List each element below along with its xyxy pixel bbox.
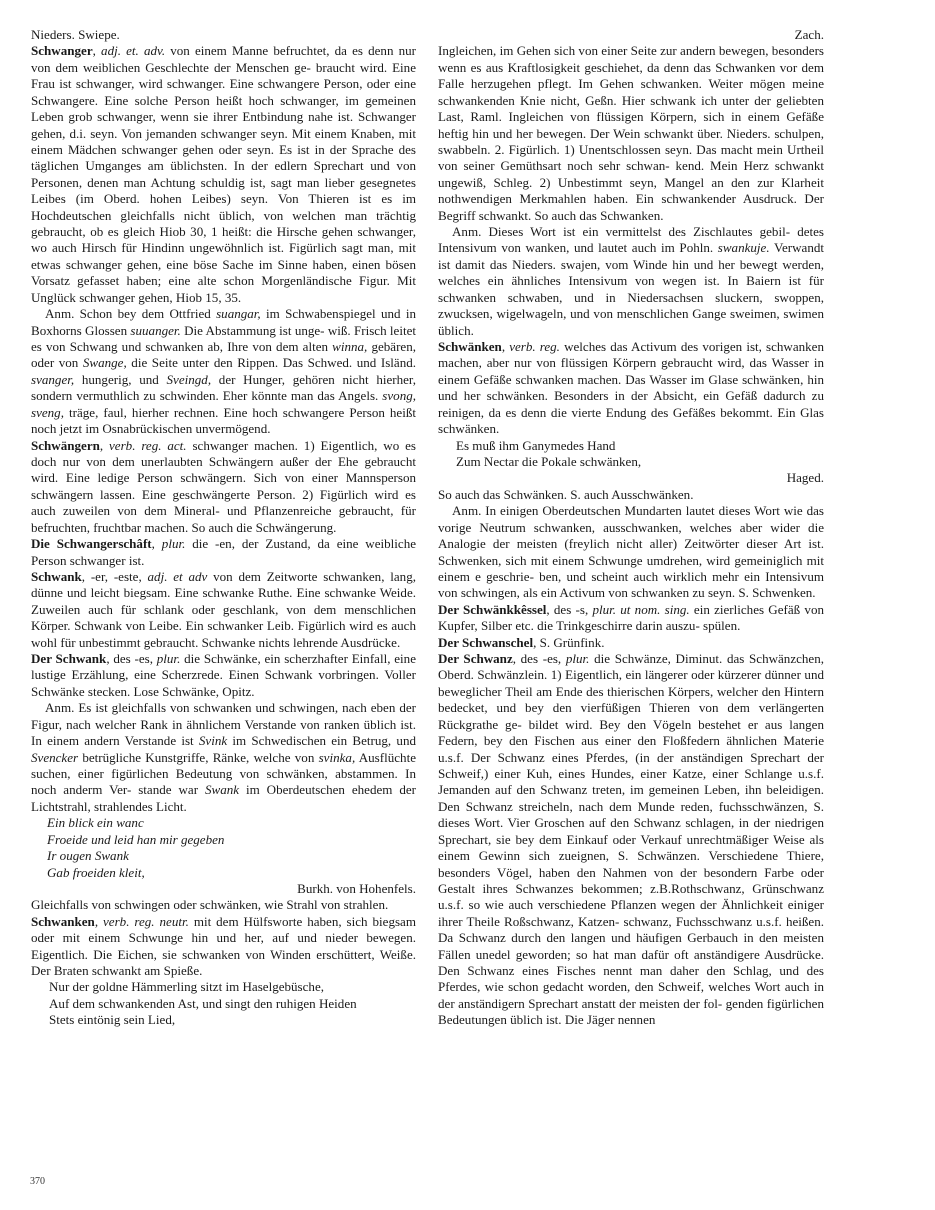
entry-text: , des -es,: [512, 651, 566, 667]
entry-paragraph: [438, 487, 824, 503]
verse-line: Gab froeiden kleit,: [47, 864, 145, 880]
grammar-note: Sveingd,: [166, 371, 212, 387]
grammar-note: plur. ut nom. sing.: [592, 601, 690, 617]
entry-text: schwanger machen. 1) Eigentlich, wo es doch nur von dem unerlaubten Schwängern außer der Ehe gebraucht wird. Eine ledige Person schwängern. Sich von einer Mannsperson schwängern lassen. Eine geschwängerte Person. 2) Figürlich wird es auch zuweilen von dem Mineral- und Pflanzenreiche gebraucht, für befruchten, fruchtbar machen. So auch die Schwängerung.: [31, 437, 416, 535]
entry-text: , -er, -este,: [81, 568, 148, 584]
grammar-note: suuanger.: [130, 322, 181, 338]
entry-text: Ausflüchte suchen, einer figürlichen Bedeutung von schwänken, abstammen. In noch anderm Ver- stande war: [31, 749, 416, 798]
verse-line: Froeide und leid han mir gegeben: [47, 831, 225, 847]
entry-paragraph: [438, 651, 824, 1029]
entry-text: im Oberdeutschen ehedem der Lichtstrahl, strahlendes Licht.: [31, 782, 417, 814]
entry-text: hungerig, und: [74, 371, 167, 387]
grammar-note: adj. et adv: [147, 568, 208, 584]
entry-paragraph: [31, 651, 416, 700]
entry-text: welches das Activum des vorigen ist, schwanken machen, aber nur von flüssigen Körpern gebraucht wird, das Wasser in einem Gefäße schwanken machen. Das Wasser im Glase schwänken, hin und her schwänken. Besonders in der Absicht, ein Gefäß dadurch zu reinigen, da es denn die vierte Endung des Gefäßes bekommt. Ein Glas schwänken.: [438, 339, 824, 437]
citation-source: Burkh. von Hohenfels.: [297, 880, 416, 896]
entry-text: ein zierliches Gefäß von Kupfer, Silber etc. die Trinkgeschirre darin auszu- spülen.: [438, 601, 824, 634]
entry-text: von einem Manne befruchtet, da es denn nur von dem weiblichen Geschlechte der Menschen ge- braucht wird. Eine Frau ist schwanger, wird schwanger. Eine schwangere Person, oder eine Schwangere. Eine solche Person heißt hoch schwanger, im gemeinen Leben grob schwanger, wenn sie ihrer Entbindung nahe ist. Schwanger gehen, d.i. seyn. Von jemanden schwanger seyn. Mit einem Knaben, mit einem Mädchen schwanger gehen oder seyn. Es ist in der Sprache des täglichen Umganges am üblichsten. In der edlern Sprechart und von Personen, denen man Achtung schuldig ist, sagt man lieber gesegnetes Leibes (im Oberd. hohen Leibes) seyn. Von Thieren ist es im Hochdeutschen gleichfalls nicht üblich, von welchen man trächtig gebraucht, ob es gleich Hiob 30, 1 heißt: die Hirsche gehen schwanger, wo auch Hirsch für Hindinn ungewöhnlich ist. Figürlich sagt man, mit etwas schwanger gehen, eine böse Sache im Sinne haben, einen bösen Vorsatz gefasset haben; eine alte schon Morgenländische Figur. Mit Unglück schwanger gehen, Hiob 15, 35.: [31, 43, 417, 305]
entry-text: Nieders. Swiepe.: [31, 27, 120, 42]
entry-paragraph: [438, 503, 824, 602]
verse-line: Auf dem schwankenden Ast, und singt den ruhigen Heiden: [49, 995, 357, 1011]
headword: Schwanken: [31, 913, 95, 929]
verse-line: Es muß ihm Ganymedes Hand: [456, 437, 616, 453]
entry-text: Anm. Dieses Wort ist ein vermittelst des Zischlautes gebil- detes Intensivum von wanken, und lautet auch im Pohln.: [438, 224, 824, 256]
verse-line: Nur der goldne Hämmerling sitzt im Haselgebüsche,: [49, 979, 324, 995]
headword: Schwank: [31, 568, 82, 584]
verse-line: Stets eintönig sein Lied,: [49, 1012, 176, 1028]
entry-text: die -en, der Zustand, da eine weibliche Person schwanger ist.: [31, 536, 417, 568]
grammar-note: verb. reg. act.: [109, 437, 187, 453]
headword: Schwanger: [31, 43, 93, 59]
entry-paragraph: [438, 635, 824, 651]
grammar-note: plur.: [156, 651, 181, 667]
grammar-note: adj. et. adv.: [101, 43, 166, 59]
entry-paragraph: [438, 339, 824, 438]
entry-text: ,: [94, 913, 104, 929]
headword: Schwängern: [31, 437, 100, 453]
entry-text: im Schwedischen ein Betrug, und: [227, 733, 416, 749]
entry-paragraph: [31, 536, 416, 569]
grammar-note: suangar,: [216, 306, 261, 322]
entry-text: Verwandt ist damit das Nieders. swajen, vom Winde hin und her bewegt werden, welches ein ähnliches Intensivum von wegen ist. In Baiern ist für schwanken schwaben, und in Niedersachsen sluckern, swoppen, zwucksen, wigelwageln, und von menschlichen Gange sweimen, swimen üblich.: [438, 240, 824, 338]
entry-text: , des -s,: [546, 601, 593, 617]
entry-paragraph: [31, 700, 416, 815]
entry-paragraph: [31, 43, 416, 306]
entry-text: im Schwabenspiegel und in Boxhorns Glossen: [31, 306, 416, 338]
grammar-note: svinka,: [318, 749, 356, 765]
entry-paragraph: [31, 897, 416, 913]
entry-paragraph: [438, 224, 824, 339]
citation-source: Zach.: [794, 27, 824, 42]
entry-text: träge, faul, hierher rechnen. Eine hoch schwangere Person heißt noch jetzt im Osnabrückischen unvermögend.: [31, 404, 416, 437]
entry-text: die Schwänke, ein scherzhafter Einfall, eine lustige Erzählung, eine Scherzrede. Einen Schwank vorbringen. Voller Schwänke stecken. Lose Schwänke, Opitz.: [31, 651, 416, 699]
entry-text: von dem Zeitworte schwanken, lang, dünne und leicht biegsam. Eine schwanke Ruthe. Eine schwanke Weide. Zuweilen auch für schlank oder geschlank, von dem menschlichen Körper. Schwank von Leibe. Ein schwanker Leib. Figürlich wird es auch wohl für unbestimmt gebraucht. Schwanke nichts lehrende Ausdrücke.: [31, 568, 416, 650]
entry-paragraph: [31, 569, 416, 651]
grammar-note: Swange,: [82, 355, 127, 371]
entry-text: die Schwänze, Diminut. das Schwänzchen, Oberd. Schwänzlein. 1) Eigentlich, ein längerer oder kürzerer dünner und beweglicher Theil am Ende des thierischen Körpers, welcher den Hintern bedecket, und bey den vierfüßigen Thieren von dem verlängerten Rückgrathe ge- bildet wird. Bey den Vögeln bestehet er aus langen Federn, bey den Fischen aus einer den Floßfedern ähnlichen Materie u.s.f. Der Schwanz eines Pferdes, (in der anständigen Sprechart der Schweif,) einer Kuh, eines Hundes, einer Katze, einer Schlange u.s.f. Jemanden auf den Schwanz treten, im gemeinen Leben, ihn beleidigen. Den Schwanz streicheln, nach dem Munde reden, fuchsschwänzen, S. dieses Wort. Vier Groschen auf den Schwanz schlagen, in der niedrigen Sprechart, sie bey dem Einkauf oder Verkauf unrechtmäßiger Weise als einem Gewinn sich zueignen, S. Schwänzen. Verschiedene Thiere, besonders Vögel, haben den Nahmen von der besondern Farbe oder Gestalt ihres Schwanzes bekommen; z.B.Rothschwanz, Grünschwanz u.s.f. so wie auch verschiedene Pflanzen wegen der Ähnlichkeit einiger ihrer Theile Roßschwanz, Katzen- schwanz, Fuchsschwanz u.s.f. heißen. Da Schwanz durch den langen und häufigen Gerbauch in den meisten Fällen unedel geworden; so hat man dafür oft anständigere Ausdrücke. Den Schwanz eines Fisches nennt man daher den Schlag, und des Pferdes, wie schon gedacht worden, den Schweif, welches Wort auch in der anständigern Sprechart anstatt der meisten der fol- genden figürlichen Bedeutungen üblich ist. Die Jäger nennen: [438, 651, 825, 1028]
entry-text: betrügliche Kunstgriffe, Ränke, welche von: [78, 749, 319, 765]
headword: Schwänken: [438, 339, 502, 355]
headword: Der Schwänkkêssel: [438, 601, 547, 617]
entry-text: Anm. In einigen Oberdeutschen Mundarten lautet dieses Wort wie das vorige Neutrum schwanken, ausschwanken, welches aber wider die Analogie der meisten (freylich nicht aller) Zeitwörter dieser Art ist. Schwenken, sich mit einem Schwunge umdrehen, wird gemeiniglich mit einem e geschrie- ben, und scheint auch wirklich mehr ein Intensivum von schwingen, als ein Activum von schwanken zu seyn. S. Schwenken.: [438, 503, 824, 601]
headword: Der Schwank: [31, 651, 107, 667]
grammar-note: svong, sveng,: [31, 388, 416, 420]
entry-text: mit dem Hülfsworte haben, sich biegsam oder mit einem Schwunge hin und her, auf und nieder bewegen. Eigentlich. Die Eichen, sie schwanken von Winden erschüttert, Weiße. Der Braten schwankt am Spieße.: [31, 913, 416, 979]
entry-text: Gleichfalls von schwingen oder schwänken, wie Strahl von strahlen.: [31, 897, 389, 913]
entry-text: Ingleichen, im Gehen sich von einer Seite zur andern bewegen, besonders wenn es aus Kraftlosigkeit geschiehet, da denn das Schwanken vor dem Falle herzugehen pflegt. Im Gehen schwanken. Weiter mögen meine schwankenden Knie nicht, Geßn. Hier schwank ich unter der geliebten Last, Raml. Ingleichen von flüssigen Körpern, sich in einem Gefäße heftig hin und her bewegen. Der Wein schwankt über. Nieders. schulpen, swabbeln. 2. Figürlich. 1) Unentschlossen seyn. Das macht mein Urtheil von seiner Gemüthsart noch sehr schwan- kend. Mein Herz schwankt ungewiß, Schleg. 2) Unbestimmt seyn, Mangel an den zur Klarheit nothwendigen Merkmahlen haben. Ein schwankender Ausdruck. Der Begriff schwankt. So auch das Schwanken.: [438, 43, 824, 223]
headword: Die Schwangerschâft: [31, 536, 152, 552]
grammar-note: winna,: [332, 339, 368, 355]
grammar-note: svanger,: [31, 371, 75, 387]
verse-line: Ir ougen Swank: [47, 848, 129, 864]
entry-text: der Hunger, gehören nicht hierher, sondern vermuthlich zu schwinden. Eher könnte man das Angels.: [31, 371, 417, 404]
entry-text: die Seite unter den Rippen. Das Schwed. und Isländ.: [126, 355, 416, 371]
grammar-note: verb. reg. neutr.: [103, 913, 189, 929]
grammar-note: plur.: [161, 536, 186, 552]
right-column: [438, 27, 824, 1029]
entry-text: So auch das Schwänken. S. auch Ausschwänken.: [438, 486, 694, 502]
verse-line: Ein blick ein wanc: [47, 815, 144, 831]
entry-text: , des -es,: [106, 651, 157, 667]
entry-text: Anm. Es ist gleichfalls von schwanken und schwingen, nach eben der Figur, nach welcher Rank in ähnlichem Verstande von ranken üblich ist. In einem andern Verstande ist: [31, 700, 416, 749]
entry-paragraph: [438, 602, 824, 635]
entry-text: ,: [151, 536, 162, 552]
entry-paragraph: [31, 27, 416, 43]
grammar-note: Svink: [198, 733, 228, 749]
entry-text: ,: [99, 437, 110, 453]
citation-source: Haged.: [786, 470, 824, 486]
page-number: 370: [30, 1176, 45, 1187]
entry-text: ,: [92, 43, 102, 59]
grammar-note: swankuje.: [717, 240, 770, 256]
grammar-note: Svencker: [31, 749, 79, 765]
headword: Der Schwanz: [438, 651, 513, 667]
grammar-note: verb. reg.: [509, 339, 560, 355]
headword: Der Schwanschel: [438, 634, 534, 650]
verse-line: Zum Nectar die Pokale schwänken,: [456, 453, 642, 469]
entry-paragraph: [438, 43, 824, 224]
entry-text: Die Abstammung ist unge- wiß. Frisch leitet es von Schwang und schwanken ab, Ihre von dem alten: [31, 322, 416, 355]
grammar-note: plur.: [565, 651, 590, 667]
entry-paragraph: [31, 914, 416, 980]
entry-text: ,: [501, 339, 510, 355]
entry-text: , S. Grünfink.: [533, 634, 605, 650]
grammar-note: Swank: [204, 782, 240, 798]
left-column: [31, 27, 416, 1029]
entry-text: Anm. Schon bey dem Ottfried: [45, 306, 217, 322]
entry-text: gebären, oder von: [31, 339, 416, 371]
entry-paragraph: [31, 306, 416, 437]
entry-paragraph: [31, 438, 416, 537]
